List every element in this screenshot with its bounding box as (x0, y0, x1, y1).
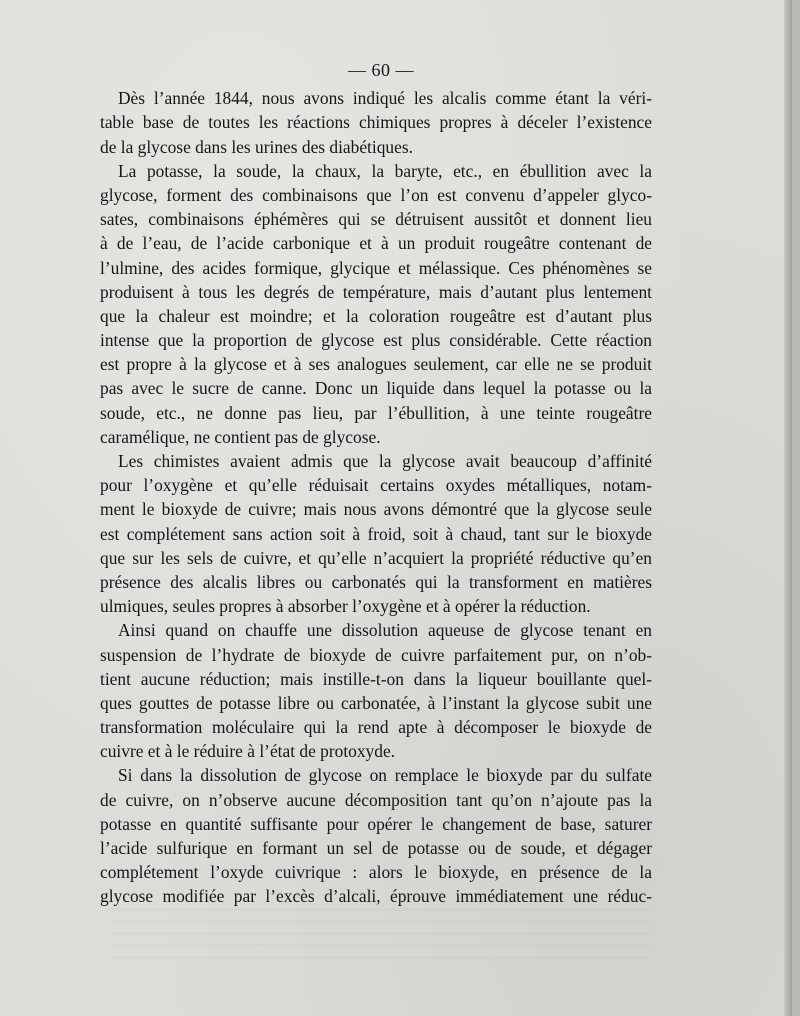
paragraph (100, 449, 652, 618)
page-edge (784, 0, 792, 1016)
paragraph (100, 618, 652, 763)
text-line: Si dans la dissolution de glycose on remplace le bioxyde par du sulfate (118, 765, 652, 786)
text-line: présence des alcalis libres ou carbonatés qui la transforment en matières (100, 571, 652, 592)
text-line: cuivre et à le réduire à l’état de protoxyde. (100, 741, 396, 762)
text-line: suspension de l’hydrate de bioxyde de cuivre parfaitement pur, on n’ob- (100, 644, 652, 665)
text-line: intense que la proportion de glycose est plus considérable. Cette réaction (100, 330, 652, 351)
text-line: que sur les sels de cuivre, et qu’elle n’acquiert la propriété réductive qu’en (100, 547, 652, 568)
text-line: pas avec le sucre de canne. Donc un liquide dans lequel la potasse ou la (100, 378, 652, 399)
text-line: l’acide sulfurique en formant un sel de potasse ou de soude, et dégager (100, 838, 652, 859)
text-line: l’ulmine, des acides formique, glycique et mélassique. Ces phénomènes se (100, 257, 652, 278)
text-line: caramélique, ne contient pas de glycose. (100, 426, 381, 447)
text-line: ques gouttes de potasse libre ou carbonatée, à l’instant la glycose subit une (100, 692, 652, 713)
text-line: à de l’eau, de l’acide carbonique et à un produit rougeâtre contenant de (100, 233, 652, 254)
text-line: pour l’oxygène et qu’elle réduisait certains oxydes métalliques, notam- (100, 475, 652, 496)
text-line: produisent à tous les degrés de température, mais d’autant plus lentement (100, 281, 652, 302)
text-line: sates, combinaisons éphémères qui se détruisent aussitôt et donnent lieu (100, 209, 652, 230)
text-line: complétement l’oxyde cuivrique : alors le bioxyde, en présence de la (100, 862, 652, 883)
paragraph (100, 86, 652, 159)
text-line: de cuivre, on n’observe aucune décomposition tant qu’on n’ajoute pas la (100, 789, 652, 810)
paragraph (100, 763, 652, 908)
text-line: potasse en quantité suffisante pour opérer le changement de base, saturer (100, 813, 652, 834)
paragraph (100, 159, 652, 449)
text-line: glycose, forment des combinaisons que l’on est convenu d’appeler glyco- (100, 184, 652, 205)
text-line: est propre à la glycose et à ses analogues seulement, car elle ne se produit (100, 354, 652, 375)
text-block (100, 58, 652, 909)
text-line: transformation moléculaire qui la rend apte à décomposer le bioxyde de (100, 717, 652, 738)
text-line: ment le bioxyde de cuivre; mais nous avons démontré que la glycose seule (100, 499, 652, 520)
text-line: ulmiques, seules propres à absorber l’oxygène et à opérer la réduction. (100, 596, 591, 617)
text-line: Ainsi quand on chauffe une dissolution aqueuse de glycose tenant en (118, 620, 652, 641)
bleed-through (110, 908, 650, 968)
text-line: tient aucune réduction; mais instille-t-on dans la liqueur bouillante quel- (100, 668, 652, 689)
page-number: — 60 — (348, 60, 414, 80)
text-line: que la chaleur est moindre; et la coloration rougeâtre est d’autant plus (100, 305, 652, 326)
text-line: est complétement sans action soit à froid, soit à chaud, tant sur le bioxyde (100, 523, 652, 544)
text-line: table base de toutes les réactions chimiques propres à déceler l’existence (100, 112, 652, 133)
text-line: Dès l’année 1844, nous avons indiqué les alcalis comme étant la véri- (118, 88, 652, 109)
text-line: soude, etc., ne donne pas lieu, par l’ébullition, à une teinte rougeâtre (100, 402, 652, 423)
text-line: La potasse, la soude, la chaux, la baryte, etc., en ébullition avec la (118, 160, 652, 181)
text-line: Les chimistes avaient admis que la glycose avait beaucoup d’affinité (118, 451, 652, 472)
text-line: de la glycose dans les urines des diabétiques. (100, 136, 413, 157)
text-line: glycose modifiée par l’excès d’alcali, éprouve immédiatement une réduc- (100, 886, 652, 907)
